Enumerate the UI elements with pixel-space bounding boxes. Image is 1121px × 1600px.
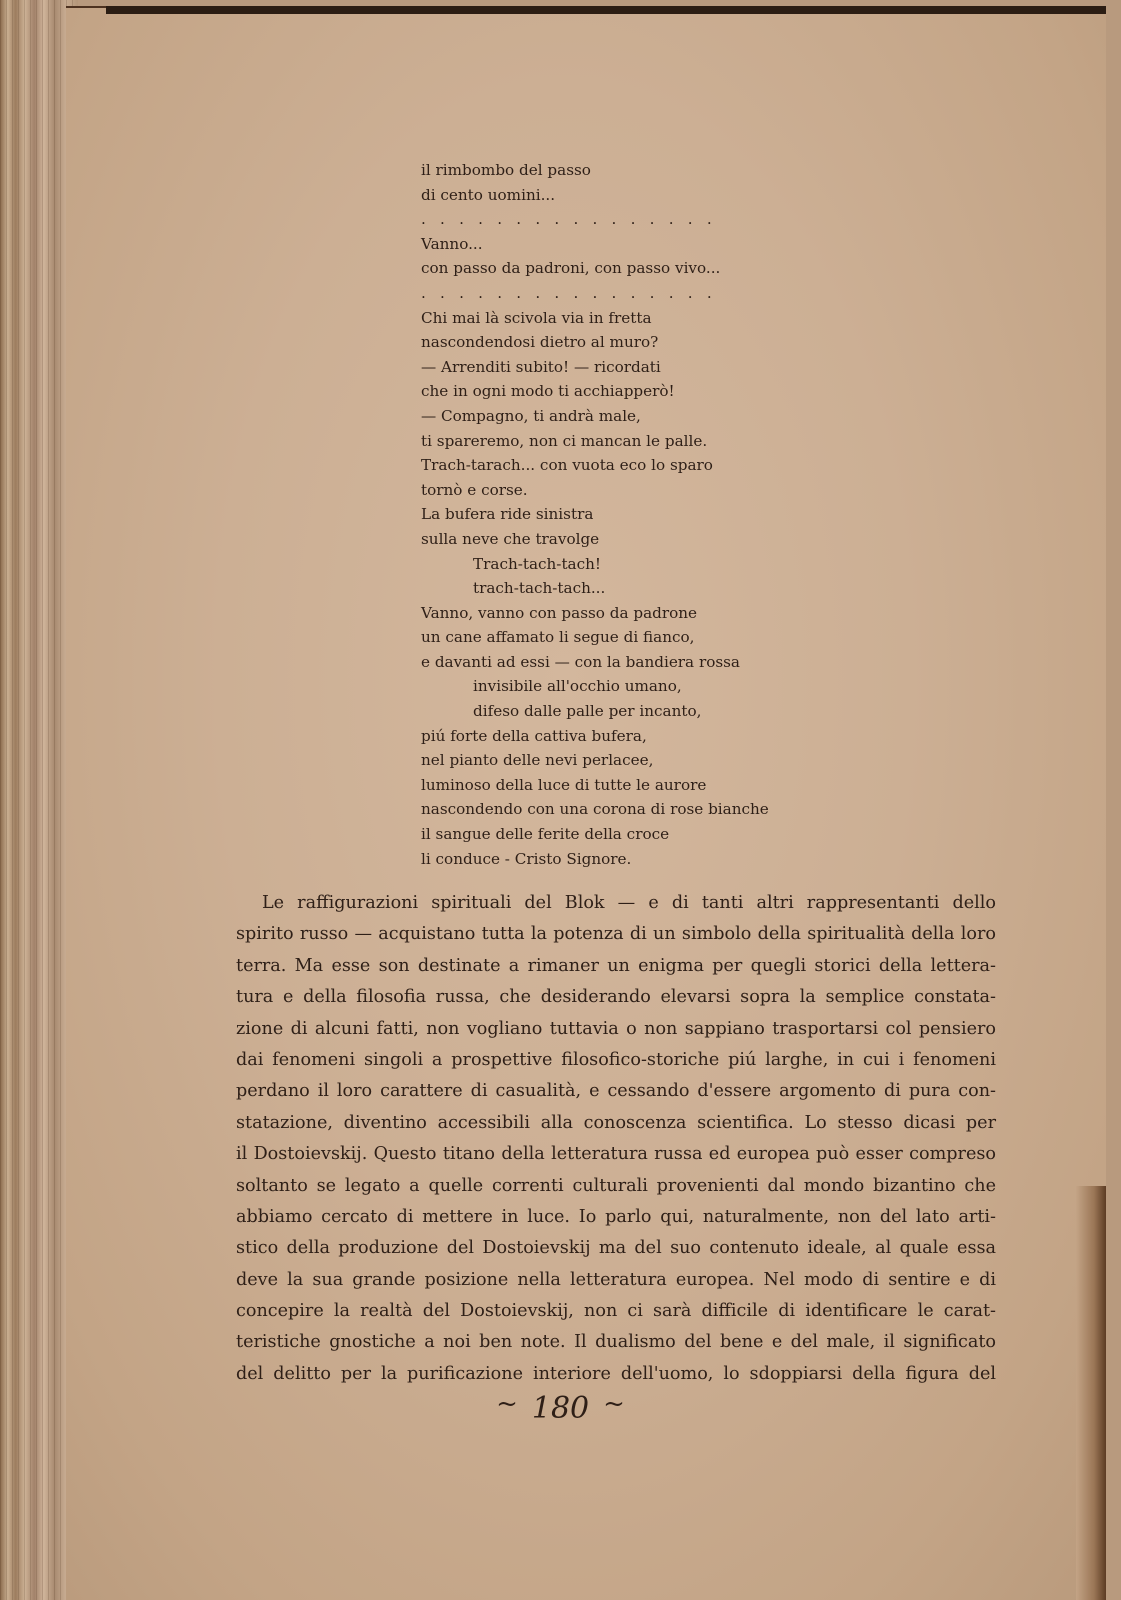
poem-ellipsis-divider: . . . . . . . . . . . . . . . .: [421, 283, 717, 302]
poem-line: invisibile all'occhio umano,: [473, 677, 682, 696]
poem-line: nel pianto delle nevi perlacee,: [421, 751, 654, 770]
page-number-left-ornament: ~: [496, 1389, 518, 1419]
poem-line: un cane affamato li segue di fianco,: [421, 628, 695, 647]
prose-line: spirito russo — acquistano tutta la potenza di un simbolo della spiritualità della loro: [236, 924, 996, 945]
prose-line: dai fenomeni singoli a prospettive filosofico-storiche piú larghe, in cui i fenomeni: [236, 1049, 996, 1070]
poem-ellipsis-divider: . . . . . . . . . . . . . . . .: [421, 210, 717, 229]
page-number-right-ornament: ~: [603, 1389, 625, 1419]
poem-line: ti spareremo, non ci mancan le palle.: [421, 431, 708, 450]
poem-line: piú forte della cattiva bufera,: [421, 726, 647, 745]
prose-line: terra. Ma esse son destinate a rimaner un enigma per quegli storici della lettera-: [236, 955, 996, 976]
poem-line: Trach-tarach... con vuota eco lo sparo: [421, 456, 713, 475]
poem-line: La bufera ride sinistra: [421, 505, 594, 524]
page-number-value: 180: [531, 1391, 590, 1426]
poem-line: trach-tach-tach...: [473, 579, 606, 598]
poem-line: e davanti ad essi — con la bandiera rossa: [421, 652, 740, 671]
poem-line: sulla neve che travolge: [421, 529, 600, 548]
poem-line: di cento uomini...: [421, 185, 556, 204]
poem-line: tornò e corse.: [421, 480, 528, 499]
prose-paragraph: [236, 888, 996, 1390]
prose-line: deve la sua grande posizione nella letteratura europea. Nel modo di sentire e di: [236, 1269, 996, 1290]
poem-line: — Arrenditi subito! — ricordati: [421, 357, 661, 376]
prose-line: il Dostoievskij. Questo titano della letteratura russa ed europea può esser compreso: [236, 1144, 996, 1165]
prose-line: zione di alcuni fatti, non vogliano tuttavia o non sappiano trasportarsi col pensiero: [236, 1018, 996, 1039]
prose-line: tura e della filosofia russa, che desiderando elevarsi sopra la semplice constata-: [236, 987, 996, 1008]
prose-line: statazione, diventino accessibili alla conoscenza scientifica. Lo stesso dicasi per: [236, 1112, 996, 1133]
poem-line: il rimbombo del passo: [421, 161, 591, 179]
poem-line: il sangue delle ferite della croce: [421, 825, 670, 844]
prose-line: abbiamo cercato di mettere in luce. Io parlo qui, naturalmente, non del lato arti-: [236, 1206, 996, 1227]
poem-line: difeso dalle palle per incanto,: [473, 702, 702, 721]
poem-line: nascondendo con una corona di rose bianche: [421, 800, 769, 819]
prose-line: teristiche gnostiche a noi ben note. Il dualismo del bene e del male, il significato: [236, 1332, 996, 1353]
poem-line: Trach-tach-tach!: [473, 554, 601, 573]
prose-line: concepire la realtà del Dostoievskij, non ci sarà difficile di identificare le carat-: [236, 1301, 996, 1322]
poem-line: con passo da padroni, con passo vivo...: [421, 259, 721, 278]
scan-top-border: [106, 6, 1106, 14]
poem-line: — Compagno, ti andrà male,: [421, 406, 641, 425]
poem-line: nascondendosi dietro al muro?: [421, 333, 659, 352]
poem-line: luminoso della luce di tutte le aurore: [421, 775, 707, 794]
prose-line: Le raffigurazioni spirituali del Blok — e di tanti altri rappresentanti dello: [262, 893, 996, 913]
prose-line: del delitto per la purificazione interiore dell'uomo, lo sdoppiarsi della figura del: [236, 1363, 996, 1384]
prose-line: perdano il loro carattere di casualità, e cessando d'essere argomento di pura con-: [236, 1081, 996, 1102]
prose-line: soltanto se legato a quelle correnti culturali provenienti dal mondo bizantino che: [236, 1175, 996, 1196]
poem-line: Chi mai là scivola via in fretta: [421, 308, 652, 327]
poem-line: Vanno...: [421, 234, 483, 253]
poem-line: li conduce - Cristo Signore.: [421, 849, 632, 868]
poem-line: Vanno, vanno con passo da padrone: [421, 603, 698, 622]
poem-line: che in ogni modo ti acchiapperò!: [421, 382, 675, 401]
page-number: [0, 1389, 1121, 1426]
prose-line: stico della produzione del Dostoievskij ma del suo contenuto ideale, al quale essa: [236, 1238, 996, 1259]
poem-block: [421, 158, 769, 871]
